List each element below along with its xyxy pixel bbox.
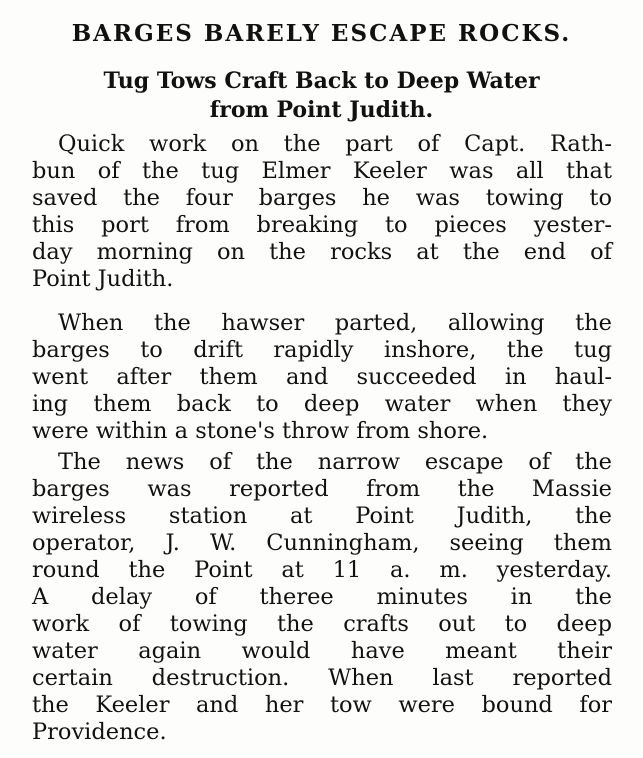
text-line: Point Judith. <box>32 266 174 292</box>
text-line: round the Point at 11 a. m. yesterday. <box>32 557 612 583</box>
text-line: work of towing the crafts out to deep <box>32 611 612 637</box>
subheadline-line-2: from Point Judith. <box>209 97 434 123</box>
text-line: barges to drift rapidly inshore, the tug <box>32 337 612 363</box>
text-line: A delay of theree minutes in the <box>32 584 612 610</box>
text-line: barges was reported from the Massie <box>32 476 612 502</box>
text-line: When the hawser parted, allowing the <box>58 310 612 336</box>
subheadline-line-1: Tug Tows Craft Back to Deep Water <box>103 68 540 94</box>
text-line: certain destruction. When last reported <box>32 665 612 691</box>
text-line: The news of the narrow escape of the <box>58 449 612 475</box>
text-line: Quick work on the part of Capt. Rath- <box>58 131 612 157</box>
text-line: day morning on the rocks at the end of <box>32 239 612 265</box>
text-line: saved the four barges he was towing to <box>32 185 612 211</box>
text-line: Providence. <box>32 719 167 745</box>
text-line: water again would have meant their <box>32 638 612 664</box>
text-line: the Keeler and her tow were bound for <box>32 692 612 718</box>
text-line: bun of the tug Elmer Keeler was all that <box>32 158 612 184</box>
text-line: went after them and succeeded in haul- <box>32 364 612 390</box>
text-line: wireless station at Point Judith, the <box>32 503 612 529</box>
headline: BARGES BARELY ESCAPE ROCKS. <box>71 20 572 47</box>
text-line: ing them back to deep water when they <box>32 391 612 417</box>
text-line: this port from breaking to pieces yester- <box>32 212 612 238</box>
text-line: operator, J. W. Cunningham, seeing them <box>32 530 612 556</box>
text-line: were within a stone's throw from shore. <box>32 418 489 444</box>
